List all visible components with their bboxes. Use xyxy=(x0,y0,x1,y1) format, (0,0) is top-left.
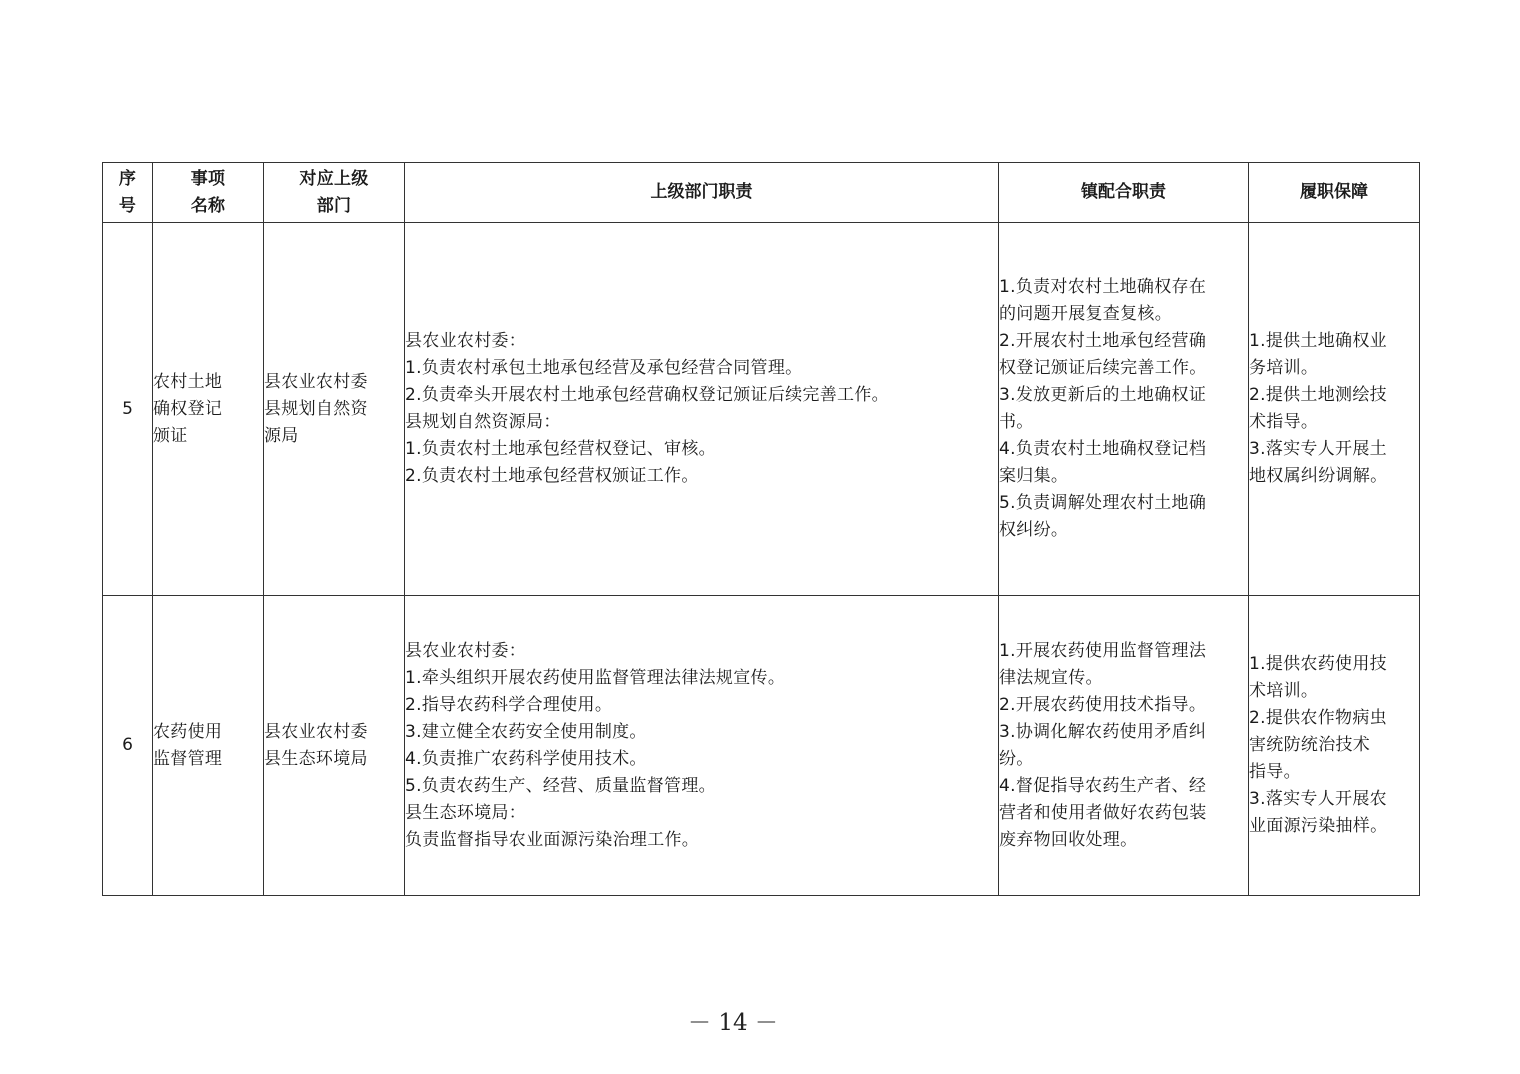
header-item-name xyxy=(153,163,264,223)
cell-line: 1.负责农村土地承包经营权登记、审核。 xyxy=(405,439,716,459)
item-name-cell xyxy=(153,596,264,896)
cell-line: 县生态环境局： xyxy=(405,802,527,823)
cell-line: 监督管理 xyxy=(153,748,223,769)
header-item-line1: 事项 xyxy=(190,168,226,189)
cell-line: 2.指导农药科学合理使用。 xyxy=(405,694,613,715)
dept-cell xyxy=(264,596,405,896)
cell-line: 权纠纷。 xyxy=(999,520,1069,540)
header-index-line2: 号 xyxy=(118,195,137,216)
cell-line: 1.提供土地确权业 xyxy=(1249,331,1387,351)
cell-line: 业面源污染抽样。 xyxy=(1249,816,1388,836)
cell-line: 的问题开展复查复核。 xyxy=(999,304,1172,324)
cell-line: 县农业农村委 xyxy=(264,721,368,742)
cell-line: 案归集。 xyxy=(999,466,1069,486)
cell-line: 2.负责农村土地承包经营权颁证工作。 xyxy=(405,466,699,486)
cell-line: 3.落实专人开展农 xyxy=(1249,789,1387,809)
page-number: － 14 － xyxy=(688,1010,778,1036)
item-name-cell xyxy=(153,223,264,596)
guarantee-cell xyxy=(1249,596,1420,896)
superior-duties-cell xyxy=(405,596,999,896)
header-dept-line1: 对应上级 xyxy=(299,168,369,189)
cell-line: 农村土地 xyxy=(153,371,223,392)
cell-line: 5.负责农药生产、经营、质量监督管理。 xyxy=(405,775,716,796)
cell-line: 术培训。 xyxy=(1249,681,1319,701)
cell-line: 1.牵头组织开展农药使用监督管理法律法规宣传。 xyxy=(405,667,786,688)
header-index xyxy=(103,163,153,223)
cell-line: 地权属纠纷调解。 xyxy=(1249,466,1388,486)
row-index: 6 xyxy=(103,596,153,896)
cell-line: 县农业农村委： xyxy=(405,331,527,351)
header-index-line1: 序 xyxy=(118,168,137,189)
cell-line: 1.开展农药使用监督管理法 xyxy=(999,640,1207,661)
cell-line: 务培训。 xyxy=(1249,358,1319,378)
cell-line: 负责监督指导农业面源污染治理工作。 xyxy=(405,829,700,850)
cell-line: 确权登记 xyxy=(153,398,223,419)
cell-line: 废弃物回收处理。 xyxy=(999,829,1138,850)
cell-line: 2.开展农村土地承包经营确 xyxy=(999,331,1207,351)
cell-line: 县规划自然资 xyxy=(264,398,368,419)
cell-line: 颁证 xyxy=(153,425,188,446)
cell-line: 营者和使用者做好农药包装 xyxy=(999,802,1207,823)
cell-line: 2.提供农作物病虫 xyxy=(1249,708,1387,728)
cell-line: 4.负责推广农药科学使用技术。 xyxy=(405,748,647,769)
header-dept xyxy=(264,163,405,223)
cell-line: 农药使用 xyxy=(153,721,223,742)
cell-line: 权登记颁证后续完善工作。 xyxy=(999,358,1207,378)
cell-line: 1.提供农药使用技 xyxy=(1249,654,1387,674)
cell-line: 县农业农村委 xyxy=(264,371,368,392)
town-duties-cell xyxy=(999,223,1249,596)
cell-line: 律法规宣传。 xyxy=(999,667,1103,688)
header-guarantee: 履职保障 xyxy=(1249,163,1420,223)
cell-line: 书。 xyxy=(999,412,1034,432)
cell-line: 1.负责对农村土地确权存在 xyxy=(999,277,1207,297)
cell-line: 术指导。 xyxy=(1249,412,1319,432)
cell-line: 纷。 xyxy=(999,748,1034,769)
cell-line: 县农业农村委： xyxy=(405,640,527,661)
cell-line: 4.负责农村土地确权登记档 xyxy=(999,439,1207,459)
cell-line: 5.负责调解处理农村土地确 xyxy=(999,493,1207,513)
table-row xyxy=(103,223,1420,596)
header-dept-line2: 部门 xyxy=(316,195,352,216)
header-town-duties: 镇配合职责 xyxy=(999,163,1249,223)
cell-line: 指导。 xyxy=(1249,762,1301,782)
cell-line: 县规划自然资源局： xyxy=(405,412,561,432)
cell-line: 3.建立健全农药安全使用制度。 xyxy=(405,721,647,742)
header-superior-duties: 上级部门职责 xyxy=(405,163,999,223)
cell-line: 害统防统治技术 xyxy=(1249,735,1371,755)
guarantee-cell xyxy=(1249,223,1420,596)
cell-line: 4.督促指导农药生产者、经 xyxy=(999,775,1207,796)
cell-line: 3.落实专人开展土 xyxy=(1249,439,1387,459)
superior-duties-cell xyxy=(405,223,999,596)
duties-table xyxy=(102,162,1420,896)
cell-line: 3.发放更新后的土地确权证 xyxy=(999,385,1207,405)
cell-line: 2.负责牵头开展农村土地承包经营确权登记颁证后续完善工作。 xyxy=(405,385,889,405)
town-duties-cell xyxy=(999,596,1249,896)
header-item-line2: 名称 xyxy=(190,195,226,216)
cell-line: 县生态环境局 xyxy=(264,748,368,769)
cell-line: 源局 xyxy=(264,425,299,446)
cell-line: 1.负责农村承包土地承包经营及承包经营合同管理。 xyxy=(405,358,803,378)
cell-line: 3.协调化解农药使用矛盾纠 xyxy=(999,721,1207,742)
cell-line: 2.提供土地测绘技 xyxy=(1249,385,1387,405)
header-row xyxy=(103,163,1420,223)
row-index: 5 xyxy=(103,223,153,596)
table-row xyxy=(103,596,1420,896)
cell-line: 2.开展农药使用技术指导。 xyxy=(999,694,1207,715)
dept-cell xyxy=(264,223,405,596)
